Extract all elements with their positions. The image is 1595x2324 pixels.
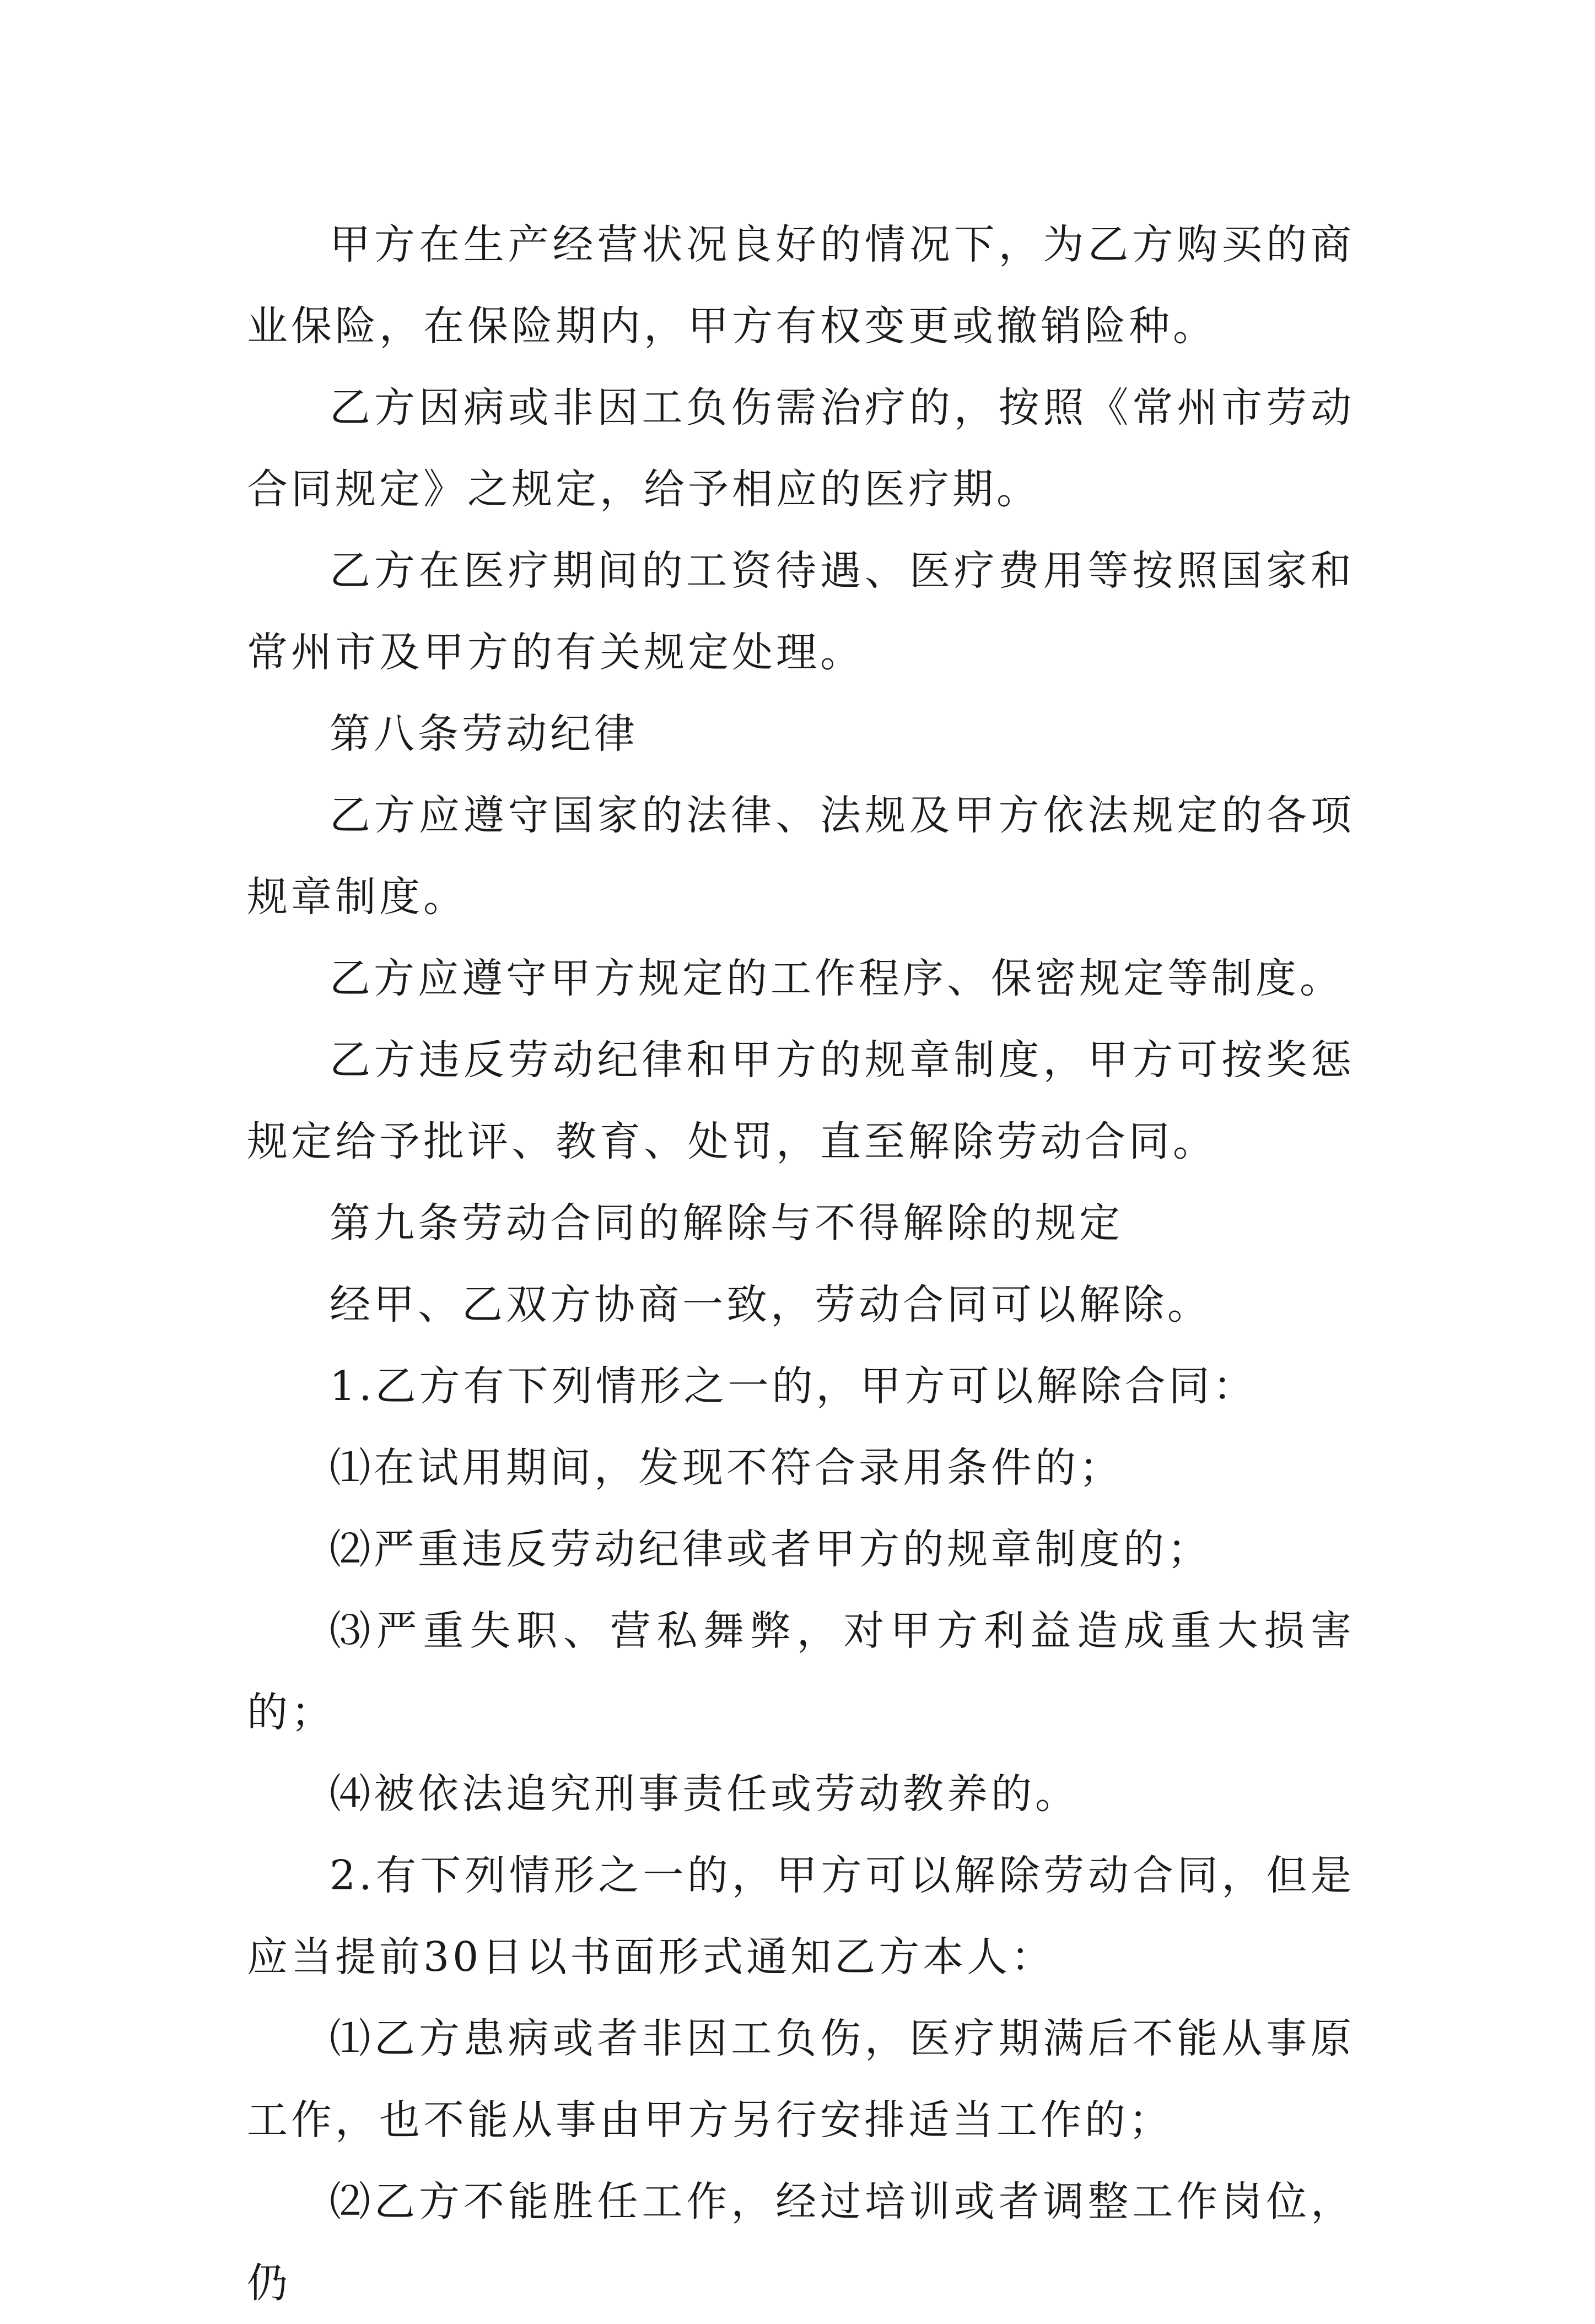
list-item: ⑴乙方患病或者非因工负伤，医疗期满后不能从事原工作，也不能从事由甲方另行安排适当工作的； [247,2015,1355,2144]
section-heading-article-9: 第九条劳动合同的解除与不得解除的规定 [330,1199,1123,1247]
list-item: ⑵乙方不能胜任工作，经过培训或者调整工作岗位，仍 [247,2178,1355,2307]
paragraph: 乙方应遵守国家的法律、法规及甲方依法规定的各项规章制度。 [247,792,1355,921]
list-item: ⑴在试用期间，发现不符合录用条件的； [330,1444,1123,1491]
paragraph: 经甲、乙双方协商一致，劳动合同可以解除。 [330,1281,1211,1328]
list-heading: 1.乙方有下列情形之一的，甲方可以解除合同： [330,1363,1257,1410]
list-item: ⑶严重失职、营私舞弊，对甲方利益造成重大损害的； [247,1607,1355,1736]
list-item: ⑵严重违反劳动纪律或者甲方的规章制度的； [330,1526,1211,1573]
paragraph: 乙方在医疗期间的工资待遇、医疗费用等按照国家和常州市及甲方的有关规定处理。 [247,547,1355,676]
section-heading-article-8: 第八条劳动纪律 [330,710,638,758]
list-heading: 2.有下列情形之一的，甲方可以解除劳动合同，但是应当提前30日以书面形式通知乙方本人： [247,1852,1355,1981]
document-body [247,204,1355,2324]
paragraph: 乙方应遵守甲方规定的工作程序、保密规定等制度。 [330,955,1344,1002]
list-item: ⑷被依法追究刑事责任或劳动教养的。 [330,1770,1079,1818]
paragraph: 乙方违反劳动纪律和甲方的规章制度，甲方可按奖惩规定给予批评、教育、处罚，直至解除劳动合同。 [247,1036,1355,1165]
paragraph: 乙方因病或非因工负伤需治疗的，按照《常州市劳动合同规定》之规定，给予相应的医疗期。 [247,384,1355,513]
paragraph: 甲方在生产经营状况良好的情况下，为乙方购买的商业保险，在保险期内，甲方有权变更或撤销险种。 [247,221,1355,350]
